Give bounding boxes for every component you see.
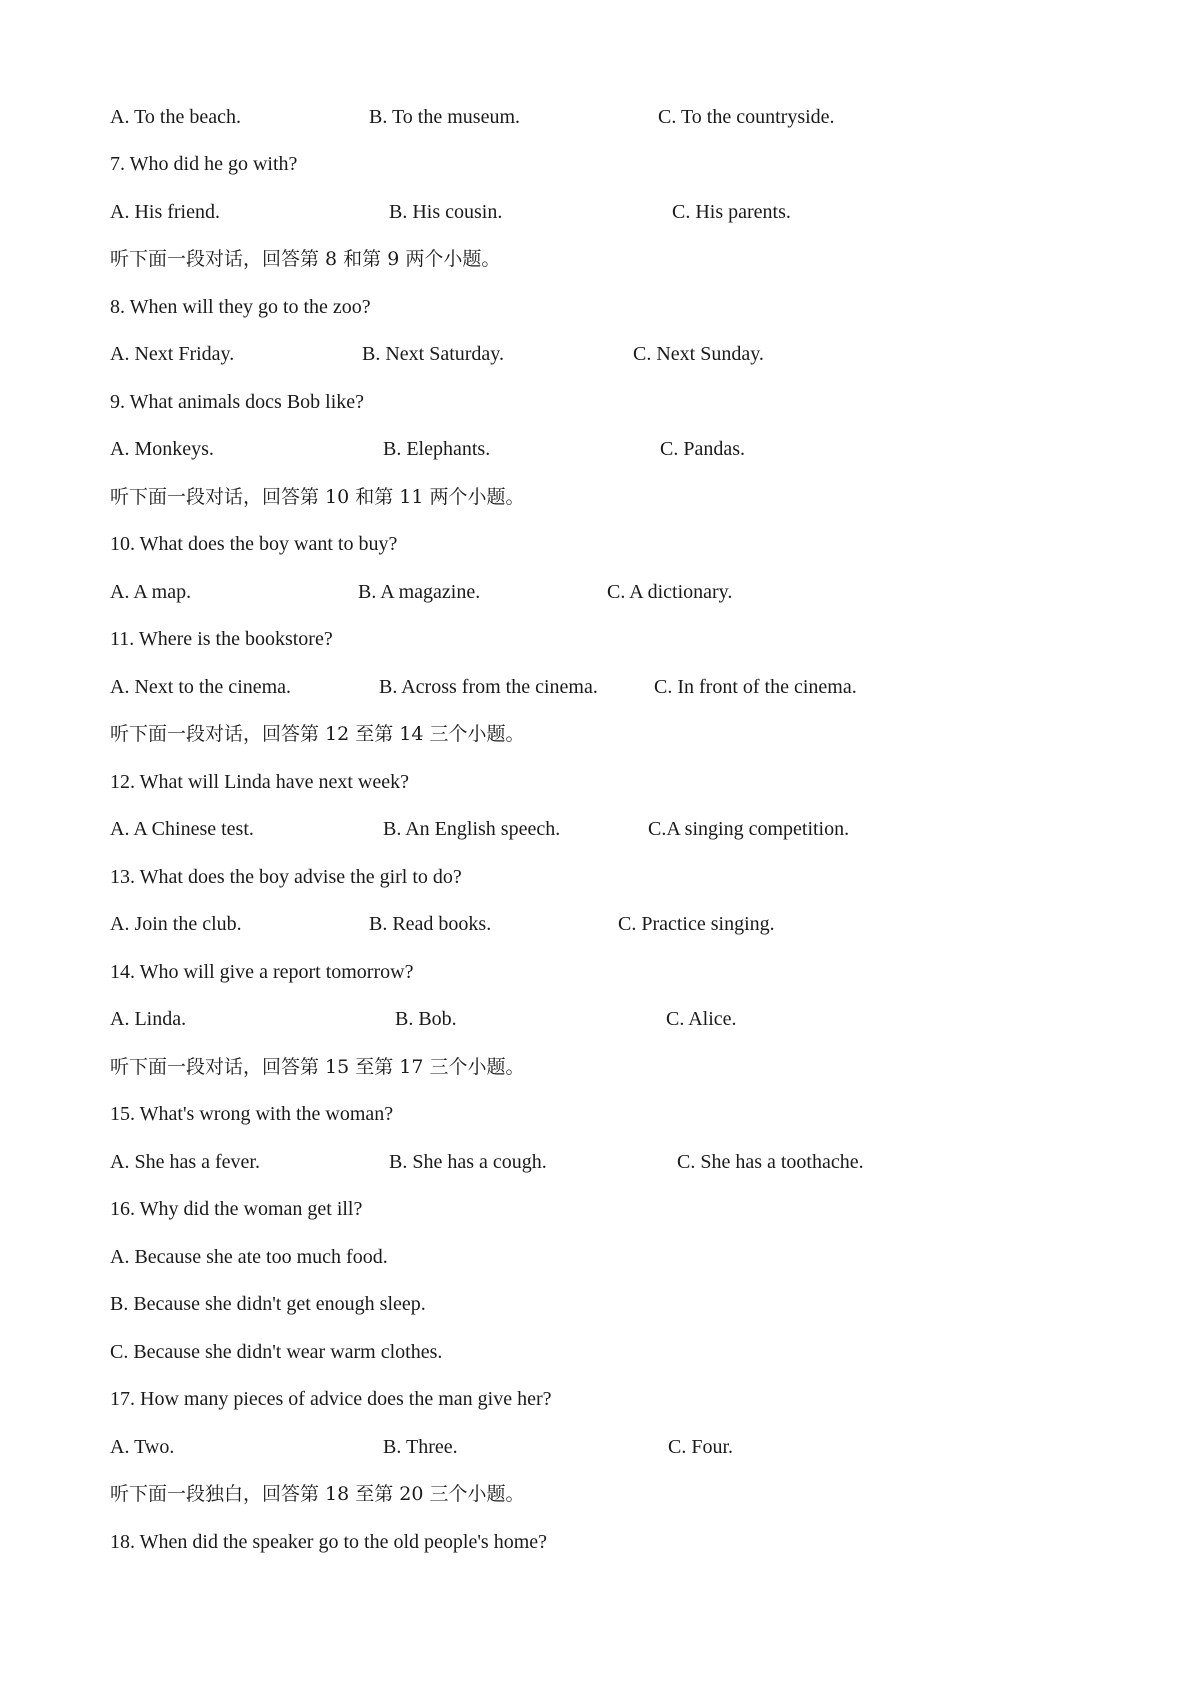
q14-question: 14. Who will give a report tomorrow?	[110, 961, 414, 983]
q13-question: 13. What does the boy advise the girl to do?	[110, 866, 462, 888]
q6-option-a: A. To the beach.	[110, 106, 241, 128]
q9-options	[110, 434, 1010, 464]
q9-option-c: C. Pandas.	[660, 438, 745, 460]
q11-option-c: C. In front of the cinema.	[654, 676, 857, 698]
section-instruction-8-9: 听下面一段对话，回答第 8 和第 9 两个小题。	[110, 248, 501, 270]
q10-option-a: A. A map.	[110, 581, 192, 603]
q13-options	[110, 909, 1010, 939]
q13-option-a: A. Join the club.	[110, 913, 242, 935]
q8-options	[110, 339, 1010, 369]
q17-options	[110, 1432, 1010, 1462]
q7-option-b: B. His cousin.	[389, 201, 503, 223]
q17-option-a: A. Two.	[110, 1436, 175, 1458]
q17-question: 17. How many pieces of advice does the man give her?	[110, 1388, 552, 1410]
q6-option-c: C. To the countryside.	[658, 106, 835, 128]
q14-options	[110, 1004, 1010, 1034]
q12-option-b: B. An English speech.	[383, 818, 561, 840]
q15-options	[110, 1147, 1030, 1177]
q7-options	[110, 197, 1010, 227]
q10-option-b: B. A magazine.	[358, 581, 481, 603]
q8-option-b: B. Next Saturday.	[362, 343, 505, 365]
q9-option-b: B. Elephants.	[383, 438, 491, 460]
q15-option-c: C. She has a toothache.	[677, 1151, 864, 1173]
q6-options	[110, 102, 1010, 132]
q8-option-a: A. Next Friday.	[110, 343, 235, 365]
q10-option-c: C. A dictionary.	[607, 581, 733, 603]
section-instruction-12-14: 听下面一段对话，回答第 12 至第 14 三个小题。	[110, 723, 525, 745]
q16-question: 16. Why did the woman get ill?	[110, 1198, 363, 1220]
q12-option-a: A. A Chinese test.	[110, 818, 254, 840]
q8-question: 8. When will they go to the zoo?	[110, 296, 371, 318]
q15-option-b: B. She has a cough.	[389, 1151, 547, 1173]
q7-option-c: C. His parents.	[672, 201, 791, 223]
q8-option-c: C. Next Sunday.	[633, 343, 764, 365]
q11-option-b: B. Across from the cinema.	[379, 676, 598, 698]
section-instruction-18-20: 听下面一段独白，回答第 18 至第 20 三个小题。	[110, 1483, 525, 1505]
q13-option-b: B. Read books.	[369, 913, 492, 935]
q11-option-a: A. Next to the cinema.	[110, 676, 292, 698]
q16-option-a: A. Because she ate too much food.	[110, 1246, 388, 1268]
q10-question: 10. What does the boy want to buy?	[110, 533, 398, 555]
q6-option-b: B. To the museum.	[369, 106, 521, 128]
q13-option-c: C. Practice singing.	[618, 913, 775, 935]
q7-question: 7. Who did he go with?	[110, 153, 298, 175]
q10-options	[110, 577, 1010, 607]
q17-option-b: B. Three.	[383, 1436, 458, 1458]
q14-option-a: A. Linda.	[110, 1008, 187, 1030]
q12-option-c: C.A singing competition.	[648, 818, 850, 840]
q11-question: 11. Where is the bookstore?	[110, 628, 333, 650]
q7-option-a: A. His friend.	[110, 201, 220, 223]
q16-option-b: B. Because she didn't get enough sleep.	[110, 1293, 426, 1315]
q12-options	[110, 814, 1030, 844]
q9-question: 9. What animals docs Bob like?	[110, 391, 365, 413]
q16-option-c: C. Because she didn't wear warm clothes.	[110, 1341, 443, 1363]
q18-question: 18. When did the speaker go to the old people's home?	[110, 1531, 548, 1553]
q14-option-c: C. Alice.	[666, 1008, 737, 1030]
q15-question: 15. What's wrong with the woman?	[110, 1103, 394, 1125]
section-instruction-10-11: 听下面一段对话，回答第 10 和第 11 两个小题。	[110, 486, 525, 508]
section-instruction-15-17: 听下面一段对话，回答第 15 至第 17 三个小题。	[110, 1056, 525, 1078]
q15-option-a: A. She has a fever.	[110, 1151, 260, 1173]
q11-options	[110, 672, 1030, 702]
q14-option-b: B. Bob.	[395, 1008, 457, 1030]
q17-option-c: C. Four.	[668, 1436, 734, 1458]
q9-option-a: A. Monkeys.	[110, 438, 214, 460]
q12-question: 12. What will Linda have next week?	[110, 771, 409, 793]
